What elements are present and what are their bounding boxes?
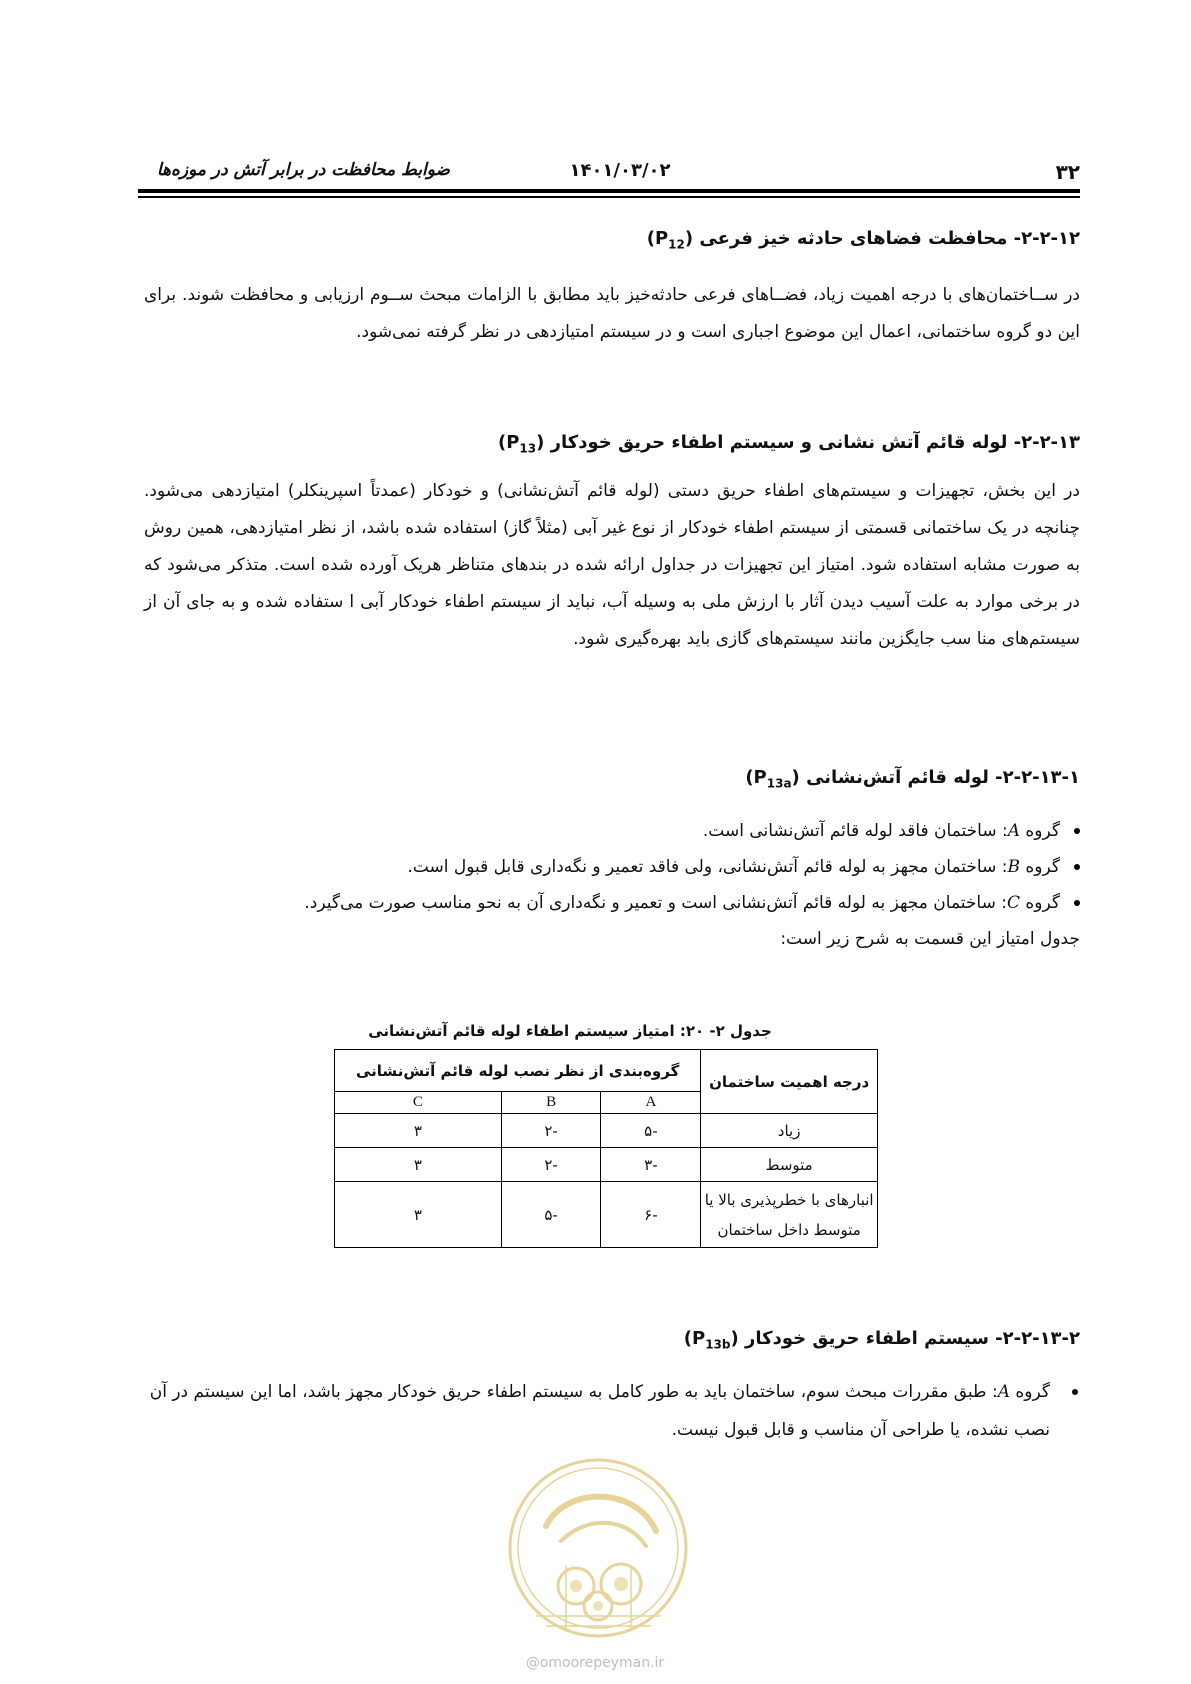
bullet-group-a: گروه A: ساختمان فاقد لوله قائم آتش‌نشانی است. <box>144 813 1080 849</box>
table-subheader-a: A <box>601 1092 701 1114</box>
bullet-dot-icon <box>1074 900 1080 906</box>
header-date: ۱۴۰۱/۰۳/۰۲ <box>569 160 671 181</box>
page-number: ۳۲ <box>1055 160 1080 184</box>
cell-a: -۵ <box>601 1114 701 1148</box>
score-table <box>334 1049 878 1248</box>
header-rule-thin <box>138 196 1080 198</box>
row-label: انبارهای با خطرپذیری بالا یا متوسط داخل ساختمان <box>701 1182 878 1248</box>
watermark-url: @omoorepeyman.ir <box>525 1655 665 1671</box>
header-rule-thick <box>138 189 1080 193</box>
bullet-dot-icon <box>1072 1389 1078 1395</box>
table-subheader-c: C <box>335 1092 502 1114</box>
table-row <box>335 1114 878 1148</box>
row-label: زیاد <box>701 1114 878 1148</box>
table-header-importance: درجه اهمیت ساختمان <box>701 1050 878 1114</box>
section-13-heading: ۲-۲-۱۳- لوله قائم آتش نشانی و سیستم اطفاء حریق خودکار $(P_{13})$ <box>497 432 1080 456</box>
section-13-1-heading: ۲-۲-۱۳-۱- لوله قائم آتش‌نشانی $(P_{13a})$ <box>745 767 1080 791</box>
cell-b: -۵ <box>501 1182 601 1248</box>
section-13-paragraph: در این بخش، تجهیزات و سیستم‌های اطفاء حریق دستی (لوله قائم آتش‌نشانی) و خودکار (عمدتاً اسپرینکلر) امتیازدهی می‌شود. چنانچه در یک ساختمانی قسمتی از سیستم اطفاء خودکار از نوع غیر آبی (مثلاً گاز) استفاده شده باشد، از نظر امتیازدهی، همین روش به صورت مشابه استفاده شود. امتیاز این تجهیزات در جداول ارائه شده در بندهای متناظر هریک آورده شده است. متذکر می‌شود که در برخی موارد به علت آسیب دیدن آثار با ارزش ملی به وسیله آب، نباید از سیستم اطفاء خودکار آبی ا ستفاده شده و به جای آن از سیستم‌های منا سب جایگزین مانند سیستم‌های گازی باید بهره‌گیری شود. <box>144 481 1080 649</box>
bullet-group-b: گروه B: ساختمان مجهز به لوله قائم آتش‌نشانی، ولی فاقد تعمیر و نگه‌داری قابل قبول است. <box>144 849 1080 885</box>
section-13-2-heading: ۲-۲-۱۳-۲- سیستم اطفاء حریق خودکار $(P_{13b})$ <box>683 1328 1080 1352</box>
header-title: ضوابط محافظت در برابر آتش در موزه‌ها <box>156 160 450 180</box>
section-13-2-code: $(P_{13b})$ <box>683 1328 739 1352</box>
bullet-dot-icon <box>1074 828 1080 834</box>
table-row <box>335 1182 878 1248</box>
bullet-13b-group-a: گروه A: طبق مقررات مبحث سوم، ساختمان باید به طور کامل به سیستم اطفاء حریق خودکار مجهز باشد، اما این سیستم در آن نصب نشده، یا طراحی آن مناسب و قابل قبول نیست. <box>144 1373 1080 1449</box>
section-12-heading: ۲-۲-۱۲- محافظت فضاهای حادثه خیز فرعی $(P_{12})$ <box>646 228 1080 252</box>
watermark-logo-icon <box>506 1456 691 1641</box>
cell-c: ۳ <box>335 1182 502 1248</box>
cell-c: ۳ <box>335 1148 502 1182</box>
table-intro-text: جدول امتیاز این قسمت به شرح زیر است: <box>780 929 1080 949</box>
bullet-group-c: گروه C: ساختمان مجهز به لوله قائم آتش‌نشانی است و تعمیر و نگه‌داری آن به نحو مناسب صورت می‌گیرد. <box>144 885 1080 921</box>
cell-b: -۲ <box>501 1148 601 1182</box>
table-caption: جدول ۲- ۲۰: امتیاز سیستم اطفاء لوله قائم آتش‌نشانی <box>368 1022 772 1040</box>
table-row <box>335 1148 878 1182</box>
bullet-dot-icon <box>1074 864 1080 870</box>
cell-b: -۲ <box>501 1114 601 1148</box>
section-13-code: $(P_{13})$ <box>497 432 545 456</box>
section-12-code: $(P_{12})$ <box>646 228 694 252</box>
cell-c: ۳ <box>335 1114 502 1148</box>
cell-a: -۳ <box>601 1148 701 1182</box>
table-subheader-b: B <box>501 1092 601 1114</box>
table-header-grouping: گروه‌بندی از نظر نصب لوله قائم آتش‌نشانی <box>335 1050 701 1092</box>
section-12-paragraph: در ســاختمان‌های با درجه اهمیت زیاد، فضــاهای فرعی حادثه‌خیز باید مطابق با الزامات مبحث ســوم ارزیابی و محافظت شوند. برای این دو گروه ساختمانی، اعمال این موضوع اجباری است و در سیستم امتیازدهی در نظر گرفته نمی‌شود. <box>144 285 1080 342</box>
cell-a: -۶ <box>601 1182 701 1248</box>
section-13-1-code: $(P_{13a})$ <box>745 767 800 791</box>
row-label: متوسط <box>701 1148 878 1182</box>
